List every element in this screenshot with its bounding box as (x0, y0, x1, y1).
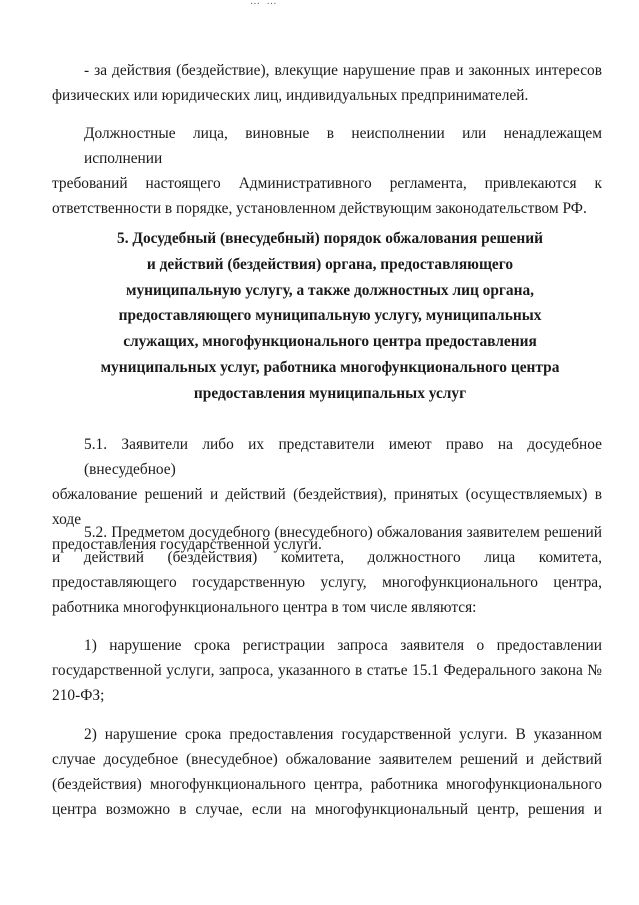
text-line: и действий (бездействия) комитета, должностного лица комитета, (52, 549, 602, 566)
heading-line: предоставления муниципальных услуг (193, 384, 467, 402)
text-line: центра возможно в случае, если на многофункциональный центр, решения и (52, 801, 602, 818)
heading-line: предоставляющего муниципальную услугу, муниципальных (118, 307, 542, 325)
paragraph-5-2 (52, 520, 602, 620)
paragraph-violations (52, 58, 602, 108)
text-line: предоставления государственной услуги. (52, 536, 322, 553)
text-line: 210-ФЗ; (52, 687, 105, 704)
text-line: требований настоящего Административного регламента, привлекаются к (52, 175, 602, 192)
list-item-2 (52, 722, 602, 822)
text-line: 2) нарушение срока предоставления государственной услуги. В указанном (84, 726, 602, 743)
text-line: - за действия (бездействие), влекущие нарушение прав и законных интересов (84, 62, 602, 79)
text-line: Должностные лица, виновные в неисполнении или ненадлежащем исполнении (84, 125, 602, 167)
text-line: государственной услуги, запроса, указанного в статье 15.1 Федерального закона № (52, 662, 602, 679)
text-line: 5.2. Предметом досудебного (внесудебного) обжалования заявителем решений (84, 524, 602, 541)
heading-line: 5. Досудебный (внесудебный) порядок обжалования решений (117, 230, 543, 247)
list-item-1 (52, 633, 602, 708)
text-line: случае досудебное (внесудебное) обжалование заявителем решений и действий (52, 751, 602, 768)
heading-line: служащих, многофункционального центра предоставления (123, 333, 537, 351)
heading-line: муниципальную услугу, а также должностных лиц органа, (125, 281, 535, 299)
text-line: (бездействия) многофункционального центра, работника многофункционального (52, 776, 602, 793)
text-line: 1) нарушение срока регистрации запроса заявителя о предоставлении (84, 637, 602, 654)
text-line: 5.1. Заявители либо их представители имеют право на досудебное (внесудебное) (84, 436, 602, 478)
text-line: предоставляющего государственную услугу, многофункционального центра, (52, 574, 602, 591)
text-line: обжалование решений и действий (бездействия), принятых (осуществляемых) в ходе (52, 486, 602, 528)
section-heading (90, 226, 570, 407)
text-line: ответственности в порядке, установленном действующим законодательством РФ. (52, 200, 587, 217)
text-line: физических или юридических лиц, индивидуальных предпринимателей. (52, 87, 529, 104)
paragraph-responsibility (52, 121, 602, 221)
text-line: работника многофункционального центра в том числе являются: (52, 599, 477, 616)
page-header-fragment: … … (250, 0, 279, 7)
heading-line: и действий (бездействия) органа, предоставляющего (146, 255, 514, 273)
heading-line: муниципальных услуг, работника многофункционального центра (100, 358, 560, 376)
